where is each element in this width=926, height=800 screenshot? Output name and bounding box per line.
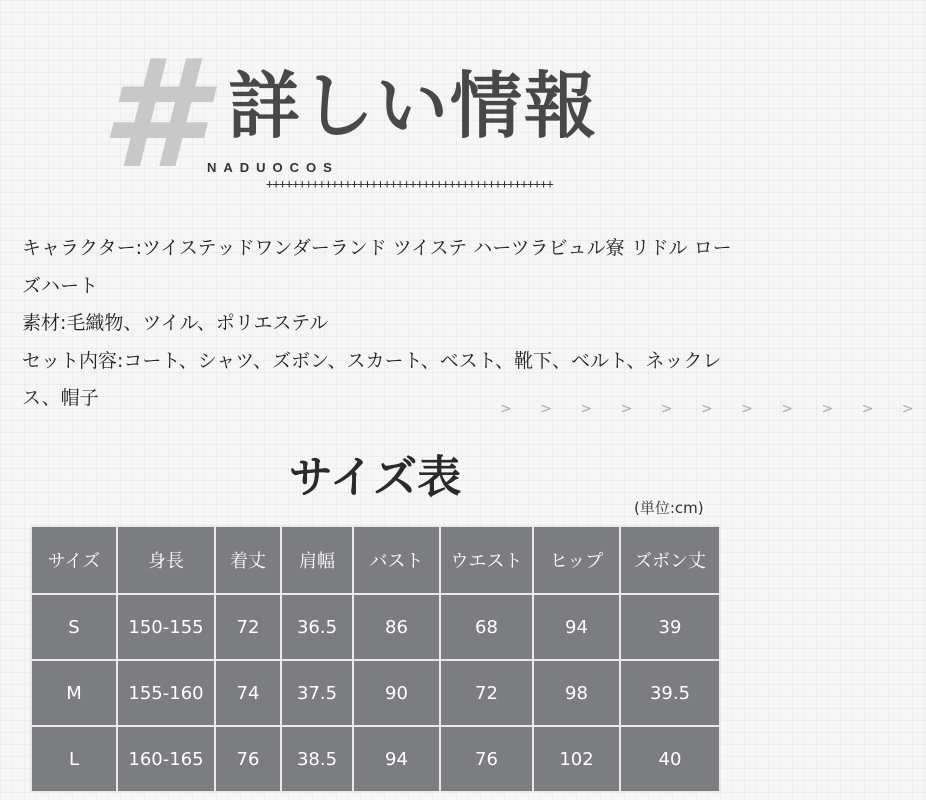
table-cell: 150-155 <box>117 594 215 660</box>
table-cell: 155-160 <box>117 660 215 726</box>
column-header: バスト <box>353 526 440 594</box>
column-header: 肩幅 <box>281 526 353 594</box>
table-cell: L <box>31 726 117 792</box>
column-header: 着丈 <box>215 526 281 594</box>
size-table <box>30 525 721 793</box>
column-header: サイズ <box>31 526 117 594</box>
table-cell: 160-165 <box>117 726 215 792</box>
table-cell: 102 <box>533 726 620 792</box>
table-cell: 76 <box>440 726 533 792</box>
table-cell: 40 <box>620 726 720 792</box>
table-cell: 36.5 <box>281 594 353 660</box>
table-cell: 98 <box>533 660 620 726</box>
table-cell: 90 <box>353 660 440 726</box>
material-line: 素材:毛織物、ツイル、ポリエステル <box>22 312 329 334</box>
table-cell: 39.5 <box>620 660 720 726</box>
table-row <box>31 594 720 660</box>
column-header: 身長 <box>117 526 215 594</box>
table-row <box>31 726 720 792</box>
header-banner <box>0 0 750 200</box>
table-cell: S <box>31 594 117 660</box>
table-cell: 68 <box>440 594 533 660</box>
table-cell: 86 <box>353 594 440 660</box>
column-header: ズボン丈 <box>620 526 720 594</box>
decorative-arrows: > > > > > > > > > > > <box>500 401 926 417</box>
unit-label: (単位:cm) <box>634 499 704 517</box>
product-details <box>22 230 742 418</box>
table-cell: M <box>31 660 117 726</box>
table-row <box>31 660 720 726</box>
table-cell: 72 <box>215 594 281 660</box>
table-cell: 74 <box>215 660 281 726</box>
decorative-plus-line: ++++++++++++++++++++++++++++++++++++++++++++ <box>266 177 554 191</box>
table-cell: 94 <box>353 726 440 792</box>
table-header-row <box>31 526 720 594</box>
table-cell: 38.5 <box>281 726 353 792</box>
table-cell: 94 <box>533 594 620 660</box>
column-header: ウエスト <box>440 526 533 594</box>
table-cell: 39 <box>620 594 720 660</box>
size-chart-title: サイズ表 <box>288 452 462 503</box>
hash-icon: # <box>100 28 205 202</box>
table-cell: 72 <box>440 660 533 726</box>
page-title: 詳しい情報 <box>228 64 599 148</box>
character-line: キャラクター:ツイステッドワンダーランド ツイステ ハーツラビュル寮 リドル ローズハート <box>22 237 732 297</box>
column-header: ヒップ <box>533 526 620 594</box>
table-cell: 37.5 <box>281 660 353 726</box>
brand-name: NADUOCOS <box>207 160 339 175</box>
table-cell: 76 <box>215 726 281 792</box>
set-contents-line: セット内容:コート、シャツ、ズボン、スカート、ベスト、靴下、ベルト、ネックレス、帽子 <box>22 349 722 409</box>
